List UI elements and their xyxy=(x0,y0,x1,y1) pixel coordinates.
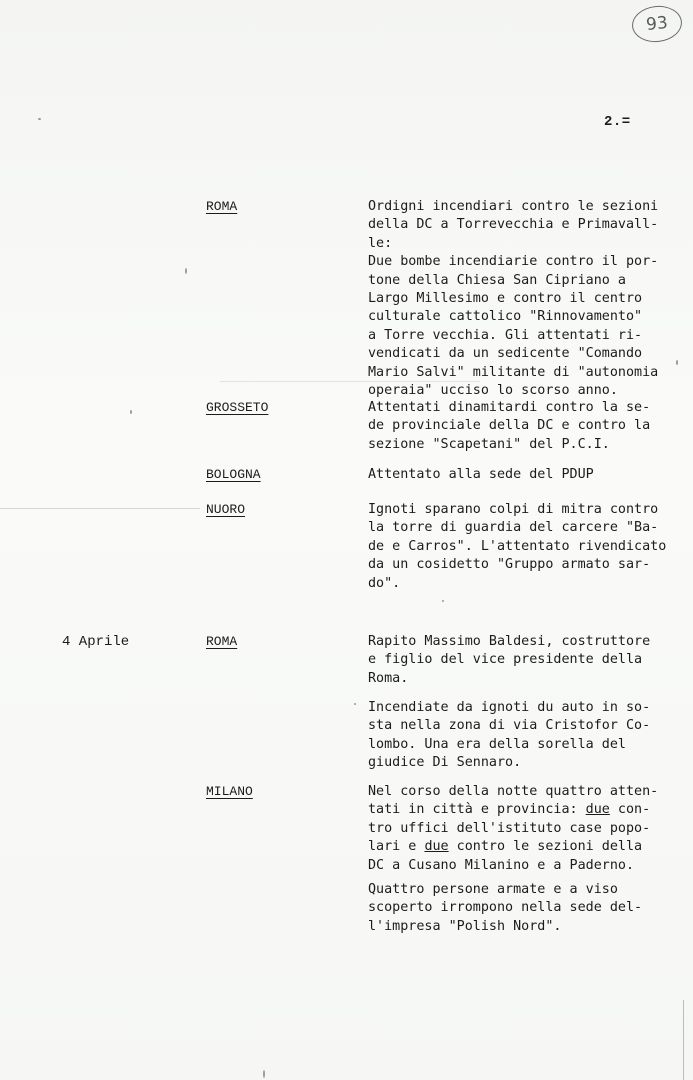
entry-milano-polish-nord: Quattro persone armate e a viso scoperto irrompono nella sede del- l'impresa "Polish Nord". xyxy=(368,882,643,934)
scan-smudge xyxy=(0,508,200,509)
scan-speck xyxy=(676,360,678,365)
entry-bologna: Attentato alla sede del PDUP xyxy=(368,467,594,482)
entry-roma-kidnapping: Rapito Massimo Baldesi, costruttore e figlio del vice presidente della Roma. xyxy=(368,634,651,686)
entry-milano-text-after: contro le sezioni della DC a Cusano Milanino e a Paderno. xyxy=(368,839,643,873)
scan-edge xyxy=(683,1000,684,1080)
scan-speck xyxy=(185,268,187,274)
city-label-grosseto: GROSSETO xyxy=(206,400,269,415)
entry-milano-text-mid: con- tro uffici dell'istituto case popo- lari e xyxy=(368,802,651,855)
city-label-bologna: BOLOGNA xyxy=(206,467,261,482)
scan-speck xyxy=(130,410,132,414)
date-label: 4 Aprile xyxy=(62,634,130,650)
entry-roma-incendiary: Ordigni incendiari contro le sezioni della DC a Torrevecchia e Primavall- le: Due bombe incendiarie contro il por- tone della Chiesa San Cipriano a Largo Millesimo e contro il centro culturale cattolico "Rinnovamento" a Torre vecchia. Gli attentati ri- vendicati da un sedicente "Comando Mario Salvi" militante di "autonomia operaia" ucciso lo scorso anno. xyxy=(368,199,659,399)
scan-speck xyxy=(263,1070,265,1078)
scan-smudge xyxy=(220,381,480,382)
emphasis-due-1: due xyxy=(585,802,610,818)
entry-roma-arson: Incendiate da ignoti du auto in so- sta nella zona di via Cristofor Co- lombo. Una era della sorella del giudice Di Sennaro. xyxy=(368,700,651,771)
entry-grosseto: Attentati dinamitardi contro la se- de provinciale della DC e contro la sezione "Scapetani" del P.C.I. xyxy=(368,400,651,452)
city-label-milano: MILANO xyxy=(206,784,253,799)
entry-milano-attacks xyxy=(368,783,688,875)
scan-speck xyxy=(442,600,444,602)
city-label-roma-april: ROMA xyxy=(206,634,238,649)
page-number: 2.= xyxy=(604,114,631,130)
entry-milano-text-before: Nel corso della notte quattro atten- tati in città e provincia: xyxy=(368,784,659,818)
scan-speck xyxy=(38,118,41,120)
entry-nuoro: Ignoti sparano colpi di mitra contro la torre di guardia del carcere "Ba- de e Carros". L'attentato rivendicato da un cosidetto "Gruppo armato sar- do". xyxy=(368,502,667,591)
city-label-nuoro: NUORO xyxy=(206,502,246,517)
archive-page-stamp: 93 xyxy=(630,3,683,44)
city-label-roma: ROMA xyxy=(206,199,238,214)
scan-speck xyxy=(354,703,356,705)
emphasis-due-2: due xyxy=(424,839,449,855)
